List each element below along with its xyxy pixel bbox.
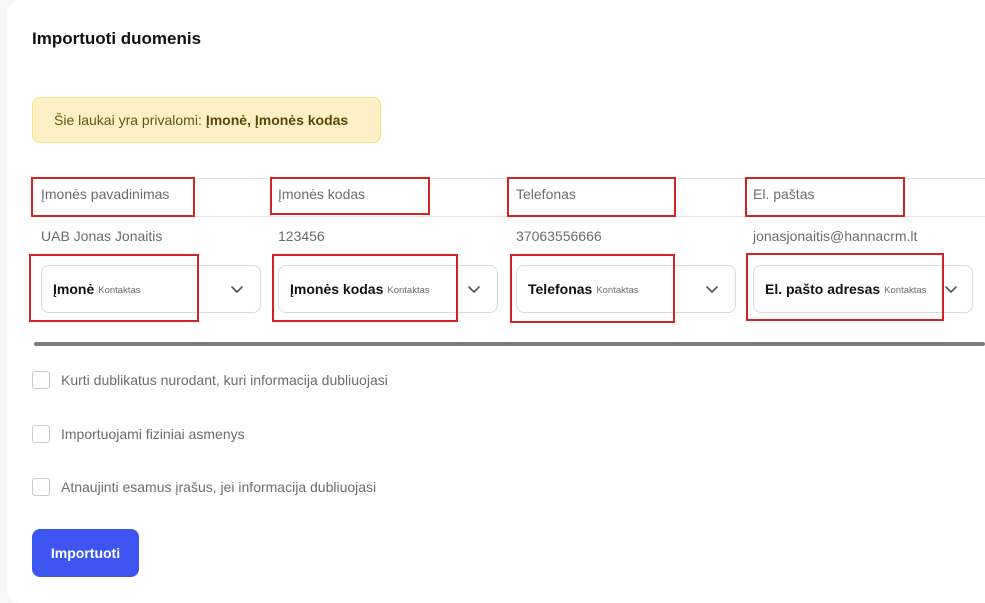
option-import-individuals[interactable] — [32, 425, 245, 443]
required-fields-notice — [32, 97, 381, 143]
mapping-entity-label: Kontaktas — [884, 285, 927, 296]
table-header-border — [32, 216, 985, 217]
mapping-entity-label: Kontaktas — [596, 285, 639, 296]
column-sample-value: jonasjonaitis@hannacrm.lt — [753, 228, 918, 244]
table-top-border — [32, 178, 985, 179]
mapping-field-label: El. pašto adresas — [765, 281, 881, 297]
mapping-entity-label: Kontaktas — [387, 285, 430, 296]
checkbox-label: Kurti dublikatus nurodant, kuri informacija dubliuojasi — [61, 372, 388, 388]
column-sample-value: UAB Jonas Jonaitis — [41, 228, 163, 244]
chevron-down-icon — [944, 282, 958, 296]
column-header: Įmonės pavadinimas — [41, 186, 170, 202]
option-update-existing[interactable] — [32, 478, 376, 496]
option-create-duplicates[interactable] — [32, 371, 388, 389]
mapping-field-label: Įmonė — [53, 281, 95, 297]
column-header: Telefonas — [516, 186, 576, 202]
page-title: Importuoti duomenis — [32, 29, 202, 48]
field-mapping-select[interactable] — [753, 265, 973, 313]
checkbox[interactable] — [32, 371, 50, 389]
checkbox[interactable] — [32, 478, 50, 496]
mapping-field-label: Telefonas — [528, 281, 593, 297]
checkbox-label: Atnaujinti esamus įrašus, jei informacija dubliuojasi — [61, 479, 377, 495]
chevron-down-icon — [705, 282, 719, 296]
column-sample-value: 37063556666 — [516, 228, 602, 244]
field-mapping-select[interactable] — [278, 265, 498, 313]
notice-required-fields: Įmonė, Įmonės kodas — [205, 112, 349, 128]
column-header: El. paštas — [753, 186, 815, 202]
mapping-entity-label: Kontaktas — [98, 285, 141, 296]
checkbox[interactable] — [32, 425, 50, 443]
checkbox-label: Importuojami fiziniai asmenys — [61, 426, 245, 442]
horizontal-scrollbar[interactable] — [34, 342, 985, 346]
notice-text: Šie laukai yra privalomi: — [54, 112, 202, 128]
column-header: Įmonės kodas — [278, 186, 366, 202]
field-mapping-select[interactable] — [516, 265, 736, 313]
import-button[interactable]: Importuoti — [32, 529, 139, 577]
chevron-down-icon — [230, 282, 244, 296]
mapping-field-label: Įmonės kodas — [290, 281, 384, 297]
field-mapping-select[interactable] — [41, 265, 261, 313]
chevron-down-icon — [467, 282, 481, 296]
column-sample-value: 123456 — [278, 228, 325, 244]
